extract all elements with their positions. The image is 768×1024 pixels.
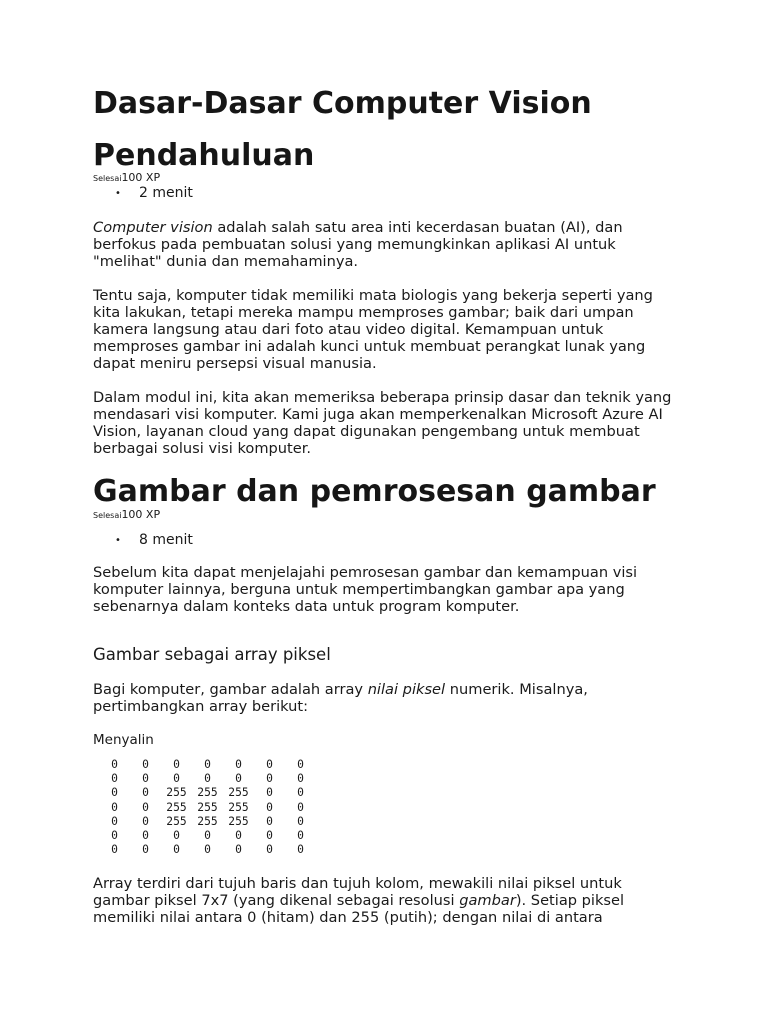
matrix-cell: 0 bbox=[142, 800, 149, 814]
matrix-cell: 0 bbox=[173, 772, 180, 786]
matrix-cell: 0 bbox=[297, 843, 304, 857]
matrix-row bbox=[99, 801, 316, 815]
matrix-row bbox=[99, 815, 316, 829]
xp-label: 100 XP bbox=[121, 508, 161, 521]
matrix-cell: 0 bbox=[297, 814, 304, 828]
bullet-icon: • bbox=[115, 535, 121, 546]
bullet-icon: • bbox=[115, 188, 121, 199]
matrix-cell: 0 bbox=[111, 786, 118, 800]
page-title: Dasar-Dasar Computer Vision bbox=[93, 86, 592, 121]
matrix-cell: 0 bbox=[142, 758, 149, 771]
matrix-cell: 0 bbox=[142, 829, 149, 843]
matrix-cell: 0 bbox=[111, 800, 118, 814]
matrix-row bbox=[99, 829, 316, 843]
matrix-cell: 0 bbox=[204, 829, 211, 843]
matrix-cell: 0 bbox=[297, 758, 304, 771]
matrix-cell: 0 bbox=[204, 772, 211, 786]
matrix-cell: 0 bbox=[297, 772, 304, 786]
matrix-cell: 0 bbox=[266, 786, 273, 800]
paragraph-text: Bagi komputer, gambar adalah array bbox=[93, 681, 368, 698]
emphasis-text: gambar bbox=[459, 892, 516, 909]
paragraph-intro-1 bbox=[93, 219, 683, 270]
matrix-cell: 0 bbox=[111, 843, 118, 857]
matrix-cell: 0 bbox=[235, 843, 242, 857]
status-label: Selesai bbox=[93, 511, 122, 520]
matrix-cell: 255 bbox=[166, 786, 187, 800]
matrix-cell: 0 bbox=[204, 843, 211, 857]
paragraph-text: Array terdiri dari tujuh baris dan tujuh kolom, mewakili nilai piksel untuk gambar piksel 7x7 (yang dikenal sebagai resolusi bbox=[93, 875, 622, 909]
matrix-cell: 0 bbox=[173, 758, 180, 771]
matrix-cell: 0 bbox=[173, 843, 180, 857]
matrix-cell: 255 bbox=[166, 800, 187, 814]
paragraph-intro-3: Dalam modul ini, kita akan memeriksa beberapa prinsip dasar dan teknik yang mendasari visi komputer. Kami juga akan memperkenalkan Microsoft Azure AI Vision, layanan cloud yang dapat digunakan pengembang untuk membuat berbagai solusi visi komputer. bbox=[93, 389, 672, 457]
matrix-cell: 255 bbox=[228, 800, 249, 814]
duration-label: 8 menit bbox=[139, 532, 193, 548]
matrix-cell: 0 bbox=[142, 843, 149, 857]
matrix-cell: 0 bbox=[173, 829, 180, 843]
matrix-cell: 0 bbox=[235, 758, 242, 771]
paragraph-intro-2: Tentu saja, komputer tidak memiliki mata biologis yang bekerja seperti yang kita lakukan, tetapi mereka mampu memproses gambar; baik dari umpan kamera langsung atau dari foto atau video digital. Kemampuan untuk memproses gambar ini adalah kunci untuk membuat perangkat lunak yang dapat meniru persepsi visual manusia. bbox=[93, 287, 653, 372]
matrix-row bbox=[99, 843, 316, 857]
matrix-cell: 255 bbox=[197, 814, 218, 828]
pixel-array-code-block bbox=[99, 758, 316, 857]
emphasis-text: Computer vision bbox=[93, 219, 213, 236]
matrix-cell: 0 bbox=[297, 800, 304, 814]
matrix-cell: 0 bbox=[142, 786, 149, 800]
matrix-cell: 0 bbox=[111, 758, 118, 771]
matrix-cell: 0 bbox=[235, 829, 242, 843]
matrix-cell: 0 bbox=[142, 772, 149, 786]
section-heading-intro: Pendahuluan bbox=[93, 138, 315, 173]
matrix-cell: 0 bbox=[111, 772, 118, 786]
completion-meta bbox=[93, 509, 160, 522]
section-heading-images: Gambar dan pemrosesan gambar bbox=[93, 474, 656, 509]
status-label: Selesai bbox=[93, 174, 122, 183]
matrix-cell: 0 bbox=[266, 758, 273, 771]
matrix-cell: 0 bbox=[266, 829, 273, 843]
matrix-cell: 0 bbox=[111, 814, 118, 828]
paragraph-images-2 bbox=[93, 681, 683, 715]
matrix-cell: 0 bbox=[266, 814, 273, 828]
matrix-cell: 0 bbox=[266, 843, 273, 857]
duration-list-item bbox=[115, 184, 193, 203]
matrix-cell: 255 bbox=[228, 786, 249, 800]
matrix-cell: 0 bbox=[142, 814, 149, 828]
matrix-cell: 255 bbox=[166, 814, 187, 828]
subheading-pixel-array: Gambar sebagai array piksel bbox=[93, 645, 331, 664]
matrix-cell: 255 bbox=[197, 800, 218, 814]
xp-label: 100 XP bbox=[121, 171, 161, 184]
matrix-row bbox=[99, 758, 316, 772]
paragraph-text: adalah salah satu area inti kecerdasan buatan (AI), dan berfokus pada pembuatan solusi yang memungkinkan aplikasi AI untuk "melihat" dunia dan memahaminya. bbox=[93, 219, 623, 270]
matrix-cell: 0 bbox=[297, 829, 304, 843]
copy-label[interactable]: Menyalin bbox=[93, 732, 154, 748]
matrix-cell: 0 bbox=[297, 786, 304, 800]
matrix-cell: 0 bbox=[204, 758, 211, 771]
matrix-cell: 0 bbox=[266, 800, 273, 814]
duration-list-item bbox=[115, 531, 193, 550]
matrix-cell: 0 bbox=[111, 829, 118, 843]
duration-label: 2 menit bbox=[139, 185, 193, 201]
matrix-cell: 255 bbox=[228, 814, 249, 828]
matrix-cell: 0 bbox=[235, 772, 242, 786]
paragraph-images-1: Sebelum kita dapat menjelajahi pemrosesan gambar dan kemampuan visi komputer lainnya, berguna untuk mempertimbangkan gambar apa yang sebenarnya dalam konteks data untuk program komputer. bbox=[93, 564, 638, 615]
matrix-cell: 255 bbox=[197, 786, 218, 800]
paragraph-text: ). Setiap piksel memiliki nilai antara 0 (hitam) dan 255 (putih); dengan nilai di antara bbox=[93, 892, 625, 926]
paragraph-text: numerik. Misalnya, pertimbangkan array berikut: bbox=[93, 681, 588, 715]
matrix-row bbox=[99, 786, 316, 800]
paragraph-images-3 bbox=[93, 875, 683, 926]
matrix-row bbox=[99, 772, 316, 786]
emphasis-text: nilai piksel bbox=[367, 681, 446, 698]
matrix-cell: 0 bbox=[266, 772, 273, 786]
